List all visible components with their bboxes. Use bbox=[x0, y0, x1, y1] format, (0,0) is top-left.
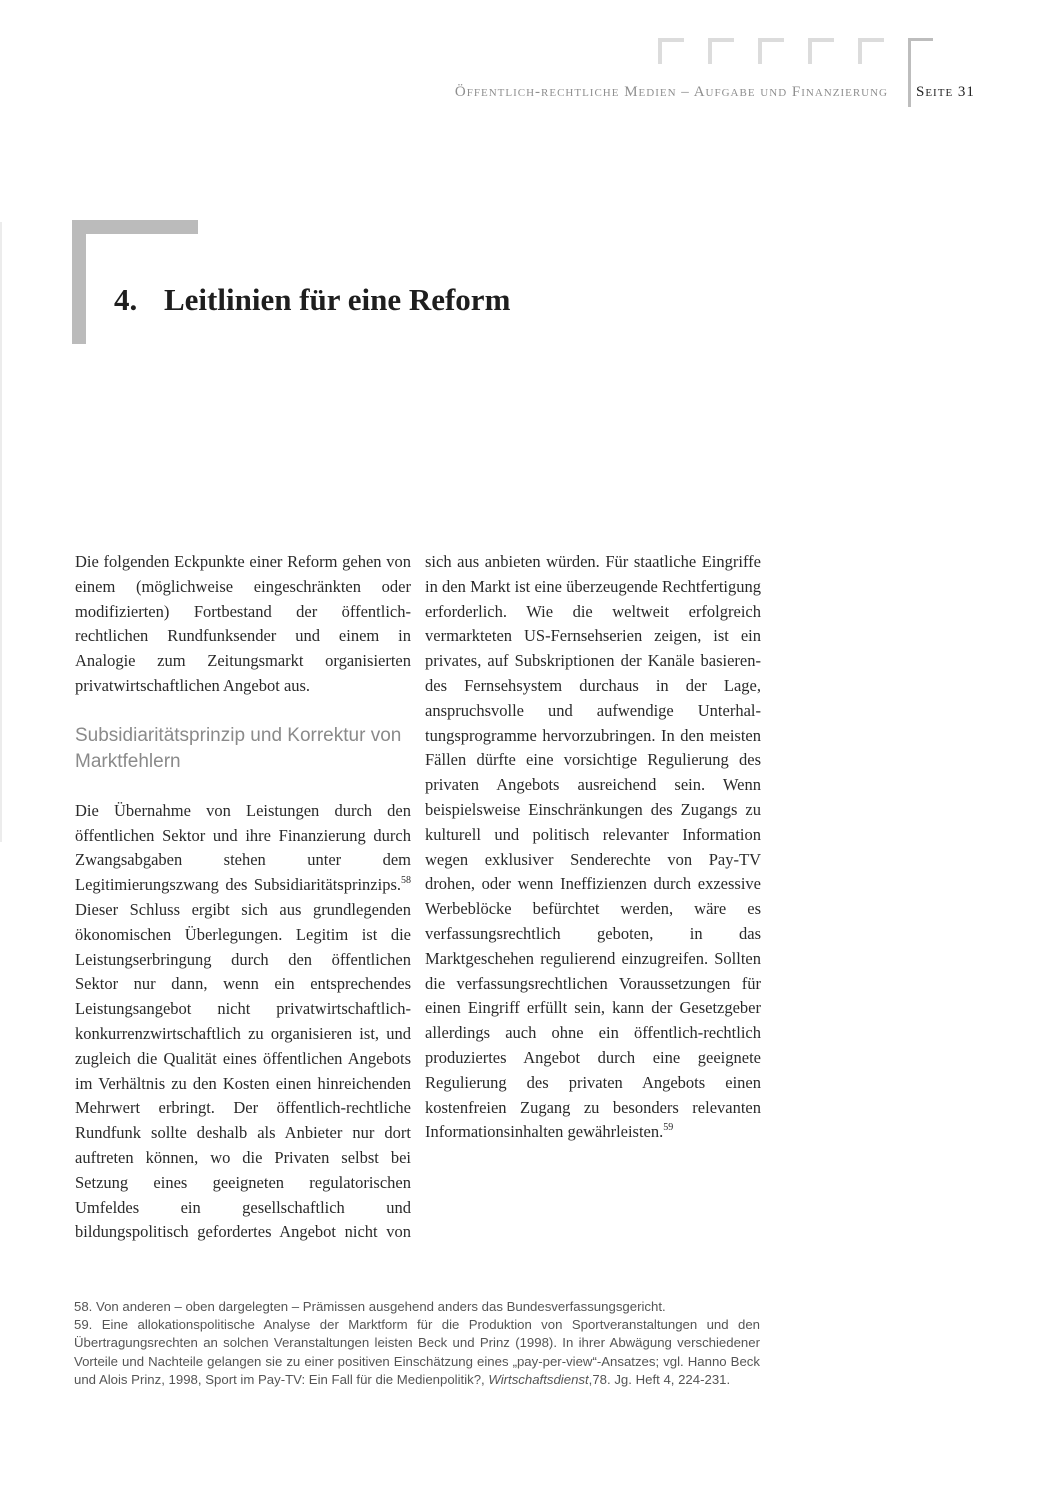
footnote-ref-58[interactable]: 58 bbox=[401, 874, 411, 886]
footnote-58: 58. Von anderen – oben dargelegten – Prämissen ausgehend anders das Bundesverfassungsgericht. bbox=[74, 1299, 666, 1314]
footnote-ref-59[interactable]: 59 bbox=[663, 1121, 674, 1133]
body-column-right bbox=[425, 550, 761, 1145]
header-ornament-5 bbox=[858, 38, 884, 64]
page-number: Seite 31 bbox=[916, 84, 975, 100]
footnote-59-text: 59. Eine allokationspolitische Analyse der Marktform für die Produktion von Sportveranstaltungen und den Übertragungsrechten an solchen Veranstaltungen leisten Beck und Prinz (1998). In ihrer Abwägung verschiedener Vorteile und Nachteile gelangen sie zu einer positiven Einschätzung eines „pay-per-view“-Ansatzes; vgl. Hanno Beck und Alois Prinz, 1998, Sport im Pay-TV: Ein Fall für die Medienpolitik?, bbox=[74, 1317, 760, 1387]
chapter-title: Leitlinien für eine Reform bbox=[164, 282, 511, 317]
footnote-59 bbox=[74, 1316, 760, 1389]
header-ornament-3 bbox=[758, 38, 784, 64]
chapter-number: 4. bbox=[114, 282, 138, 317]
footnote-59-tail: ,78. Jg. Heft 4, 224-231. bbox=[588, 1371, 731, 1387]
section-paragraph-rest: Dieser Schluss ergibt sich aus grundlegenden ökonomischen Überlegungen. Legitim ist die Leistungserbringung durch den öffentlichen Sektor nur dann, wenn ein entsprechendes Leistungsangebot nicht privatwirtschaftlich-konkurrenzwirtschaftlich zu organisieren ist, und zugleich die Qualität eines öffentlichen Angebots im Verhältnis zu den Kosten einen hinreichenden Mehrwert erbringt. Der öffentlich-rechtliche Rundfunk sollte deshalb als Anbieter nur dort auftreten können, wo die Privaten selbst bei Setzung eines geeigneten regulatorischen Umfeldes ein gesellschaftlich und bildungspolitisch gefordertes Angebot nicht von bbox=[75, 899, 411, 1242]
header-ornament-4 bbox=[808, 38, 834, 64]
footnote-59-journal: Wirtschaftsdienst bbox=[488, 1371, 589, 1387]
section-heading: Subsidiaritätsprinzip und Korrektur von Marktfehlern bbox=[75, 724, 402, 772]
page-edge-line bbox=[0, 222, 2, 842]
footnotes bbox=[74, 1298, 760, 1389]
header-ornament-2 bbox=[708, 38, 734, 64]
body-column-left bbox=[75, 550, 411, 1245]
running-head: Öffentlich-rechtliche Medien – Aufgabe und Finanzierung bbox=[454, 84, 888, 100]
section-paragraph bbox=[75, 799, 411, 1245]
intro-paragraph: Die folgenden Eckpunkte einer Reform gehen von einem (möglichweise eingeschränkten oder modifizierten) Fortbestand der öffentlich-rechtlichen Rundfunksender und einem in Analogie zum Zeitungsmarkt organisierten privatwirtschaftlichen Angebot aus. bbox=[75, 552, 411, 695]
header-ornament-1 bbox=[658, 38, 684, 64]
section-paragraph-continued bbox=[425, 550, 761, 1145]
section-paragraph-continued-text: sich aus anbieten würden. Für staatliche Eingriffe in den Markt ist eine überzeugende Rechtfertigung erforderlich. Wie die weltweit erfolgreich vermarkteten US-Fernsehserien zeigen, ist ein privates, auf Subskriptionen der Kanäle basierendes Fernsehsystem durchaus in der Lage, anspruchsvolle und aufwendige Unterhaltungsprogramme hervorzubringen. In den meisten Fällen dürfte eine vorsichtige Regulierung des privaten Angebots ausreichend sein. Wenn beispielsweise Einschränkungen des Zugangs zu kulturell und politisch relevanter Information wegen exklusiver Senderechte von Pay-TV drohen, oder wenn Ineffizienzen durch exzessive Werbeblöcke befürchtet werden, wäre es verfassungsrechtlich geboten, in das Marktgeschehen regulierend einzugreifen. Sollten die verfassungsrechtlichen Voraussetzungen für einen Eingriff erfüllt sein, kann der Gesetzgeber allerdings auch ohne ein öffentlich-rechtlich produziertes Angebot durch eine geeignete Regulierung des privaten Angebots einen kostenfreien Zugang zu besonders relevanten Informationsinhalten gewährleisten. bbox=[425, 552, 761, 1142]
section-paragraph-start: Die Übernahme von Leistungen durch den öffentlichen Sektor und ihre Finanzierung durch Zwangsabgaben stehen unter dem Legitimierungszwang des Subsidiaritätsprinzips. bbox=[75, 800, 411, 895]
chapter-heading bbox=[114, 282, 510, 318]
